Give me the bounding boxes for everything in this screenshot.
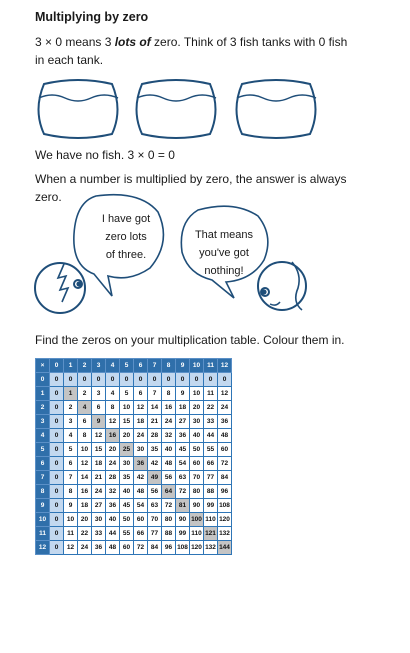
row-header: 10 (36, 513, 50, 527)
table-cell: 24 (92, 485, 106, 499)
table-cell: 110 (204, 513, 218, 527)
table-cell: 30 (120, 457, 134, 471)
row-header: 4 (36, 429, 50, 443)
table-cell: 16 (106, 429, 120, 443)
table-cell: 7 (148, 387, 162, 401)
table-cell: 48 (218, 429, 232, 443)
table-row (36, 415, 232, 429)
table-cell: 77 (204, 471, 218, 485)
table-cell: 9 (92, 415, 106, 429)
table-cell: 28 (148, 429, 162, 443)
table-cell: 21 (148, 415, 162, 429)
no-fish-text: We have no fish. 3 × 0 = 0 (35, 148, 175, 162)
table-cell: 4 (106, 387, 120, 401)
table-cell: 0 (190, 373, 204, 387)
table-cell: 45 (176, 443, 190, 457)
table-cell: 64 (162, 485, 176, 499)
character-left (35, 263, 85, 313)
table-cell: 40 (162, 443, 176, 457)
table-cell: 4 (78, 401, 92, 415)
table-cell: 2 (78, 387, 92, 401)
table-cell: 18 (92, 457, 106, 471)
table-row (36, 471, 232, 485)
table-cell: 0 (64, 373, 78, 387)
table-cell: 3 (92, 387, 106, 401)
table-cell: 0 (92, 373, 106, 387)
table-cell: 18 (78, 499, 92, 513)
speech-illustration (30, 192, 380, 330)
table-cell: 96 (162, 541, 176, 555)
row-header: 7 (36, 471, 50, 485)
table-cell: 84 (218, 471, 232, 485)
table-cell: 0 (162, 373, 176, 387)
table-cell: 110 (190, 527, 204, 541)
table-row (36, 499, 232, 513)
column-header: 2 (78, 359, 92, 373)
table-cell: 66 (134, 527, 148, 541)
table-cell: 36 (106, 499, 120, 513)
table-cell: 99 (176, 527, 190, 541)
fish-tank-2 (137, 80, 217, 138)
table-header-row (36, 359, 232, 373)
table-cell: 0 (50, 387, 64, 401)
table-cell: 16 (162, 401, 176, 415)
table-cell: 56 (162, 471, 176, 485)
table-cell: 8 (64, 485, 78, 499)
table-cell: 20 (78, 513, 92, 527)
table-cell: 90 (176, 513, 190, 527)
bubble-left-line2: zero lots (105, 231, 147, 243)
table-cell: 8 (106, 401, 120, 415)
table-row (36, 527, 232, 541)
table-cell: 0 (50, 415, 64, 429)
table-cell: 63 (148, 499, 162, 513)
table-cell: 60 (190, 457, 204, 471)
table-cell: 27 (92, 499, 106, 513)
table-cell: 10 (78, 443, 92, 457)
fish-tank-3 (237, 80, 317, 138)
table-cell: 20 (106, 443, 120, 457)
table-cell: 14 (78, 471, 92, 485)
table-cell: 10 (120, 401, 134, 415)
table-cell: 0 (50, 429, 64, 443)
table-row (36, 429, 232, 443)
column-header: 8 (162, 359, 176, 373)
table-cell: 55 (120, 527, 134, 541)
table-cell: 7 (64, 471, 78, 485)
table-cell: 70 (148, 513, 162, 527)
table-cell: 42 (134, 471, 148, 485)
table-cell: 24 (106, 457, 120, 471)
column-header: 10 (190, 359, 204, 373)
table-cell: 48 (162, 457, 176, 471)
table-cell: 40 (190, 429, 204, 443)
table-cell: 30 (190, 415, 204, 429)
instruction-text: Find the zeros on your multiplication table. Colour them in. (35, 333, 345, 347)
fish-tank-1 (39, 80, 119, 138)
table-cell: 10 (190, 387, 204, 401)
column-header: 4 (106, 359, 120, 373)
table-cell: 28 (106, 471, 120, 485)
table-cell: 10 (64, 513, 78, 527)
character-right (258, 262, 306, 310)
table-cell: 21 (92, 471, 106, 485)
table-cell: 0 (134, 373, 148, 387)
table-cell: 20 (190, 401, 204, 415)
speech-bubble-right (181, 206, 268, 298)
table-cell: 132 (218, 527, 232, 541)
table-cell: 18 (134, 415, 148, 429)
table-cell: 55 (204, 443, 218, 457)
table-row (36, 485, 232, 499)
table-row (36, 513, 232, 527)
table-cell: 24 (218, 401, 232, 415)
table-cell: 54 (134, 499, 148, 513)
table-cell: 9 (176, 387, 190, 401)
table-cell: 99 (204, 499, 218, 513)
row-header: 5 (36, 443, 50, 457)
table-cell: 5 (64, 443, 78, 457)
row-header: 8 (36, 485, 50, 499)
table-cell: 8 (78, 429, 92, 443)
table-cell: 100 (190, 513, 204, 527)
table-cell: 144 (218, 541, 232, 555)
table-cell: 33 (92, 527, 106, 541)
table-cell: 36 (218, 415, 232, 429)
table-cell: 0 (50, 541, 64, 555)
table-cell: 88 (162, 527, 176, 541)
column-header: 5 (120, 359, 134, 373)
table-cell: 18 (176, 401, 190, 415)
row-header: 3 (36, 415, 50, 429)
table-cell: 60 (120, 541, 134, 555)
table-cell: 120 (190, 541, 204, 555)
table-row (36, 401, 232, 415)
table-cell: 0 (204, 373, 218, 387)
table-cell: 0 (50, 443, 64, 457)
table-cell: 12 (64, 541, 78, 555)
table-cell: 72 (176, 485, 190, 499)
table-cell: 72 (134, 541, 148, 555)
table-cell: 132 (204, 541, 218, 555)
table-cell: 80 (162, 513, 176, 527)
table-cell: 0 (50, 513, 64, 527)
table-cell: 50 (120, 513, 134, 527)
table-cell: 49 (148, 471, 162, 485)
table-cell: 9 (64, 499, 78, 513)
table-cell: 48 (134, 485, 148, 499)
table-cell: 121 (204, 527, 218, 541)
table-cell: 36 (134, 457, 148, 471)
table-cell: 16 (78, 485, 92, 499)
table-cell: 12 (106, 415, 120, 429)
table-cell: 0 (50, 373, 64, 387)
table-cell: 0 (50, 485, 64, 499)
table-cell: 48 (106, 541, 120, 555)
table-cell: 0 (50, 499, 64, 513)
table-cell: 77 (148, 527, 162, 541)
table-cell: 88 (204, 485, 218, 499)
table-cell: 30 (134, 443, 148, 457)
column-header: 12 (218, 359, 232, 373)
intro-text-2: zero. Think of 3 fish tanks with 0 fish in each tank. (35, 35, 348, 67)
row-header: 2 (36, 401, 50, 415)
table-cell: 25 (120, 443, 134, 457)
table-cell: 6 (92, 401, 106, 415)
table-cell: 12 (134, 401, 148, 415)
table-cell: 0 (50, 471, 64, 485)
row-header: 12 (36, 541, 50, 555)
column-header: 0 (50, 359, 64, 373)
speech-bubble-left (74, 195, 164, 296)
table-cell: 36 (92, 541, 106, 555)
intro-paragraph (35, 33, 355, 69)
table-cell: 84 (148, 541, 162, 555)
table-cell: 60 (134, 513, 148, 527)
table-cell: 5 (120, 387, 134, 401)
table-cell: 90 (190, 499, 204, 513)
bubble-left-line1: I have got (101, 213, 151, 225)
table-cell: 33 (204, 415, 218, 429)
row-header: 1 (36, 387, 50, 401)
table-cell: 0 (50, 457, 64, 471)
table-cell: 0 (50, 401, 64, 415)
table-row (36, 541, 232, 555)
table-cell: 0 (218, 373, 232, 387)
table-cell: 22 (78, 527, 92, 541)
table-cell: 11 (204, 387, 218, 401)
table-cell: 35 (120, 471, 134, 485)
intro-emphasis: lots of (114, 35, 151, 49)
table-cell: 42 (148, 457, 162, 471)
table-cell: 96 (218, 485, 232, 499)
table-cell: 32 (106, 485, 120, 499)
intro-text-1: 3 × 0 means 3 (35, 35, 115, 49)
table-cell: 6 (64, 457, 78, 471)
table-row (36, 373, 232, 387)
table-cell: 44 (204, 429, 218, 443)
table-row (36, 387, 232, 401)
table-cell: 32 (162, 429, 176, 443)
table-cell: 0 (176, 373, 190, 387)
table-cell: 6 (134, 387, 148, 401)
column-header: 9 (176, 359, 190, 373)
zero-rule-text: When a number is multiplied by zero, the answer is always zero. (35, 172, 347, 204)
table-cell: 50 (190, 443, 204, 457)
table-row (36, 443, 232, 457)
table-cell: 20 (120, 429, 134, 443)
table-cell: 12 (92, 429, 106, 443)
table-cell: 15 (92, 443, 106, 457)
table-cell: 60 (218, 443, 232, 457)
table-cell: 24 (162, 415, 176, 429)
table-cell: 35 (148, 443, 162, 457)
page-heading: Multiplying by zero (35, 10, 149, 24)
table-cell: 63 (176, 471, 190, 485)
fish-tanks-illustration (30, 76, 370, 144)
bubble-right-line1: That means (194, 229, 254, 241)
table-cell: 8 (162, 387, 176, 401)
table-cell: 12 (78, 457, 92, 471)
column-header: 3 (92, 359, 106, 373)
table-cell: 40 (106, 513, 120, 527)
multiplication-table (35, 358, 232, 555)
table-cell: 36 (176, 429, 190, 443)
table-cell: 120 (218, 513, 232, 527)
table-cell: 24 (78, 541, 92, 555)
table-cell: 54 (176, 457, 190, 471)
table-cell: 0 (148, 373, 162, 387)
table-row (36, 457, 232, 471)
table-cell: 12 (218, 387, 232, 401)
table-cell: 0 (50, 527, 64, 541)
row-header: 9 (36, 499, 50, 513)
table-cell: 30 (92, 513, 106, 527)
corner-cell: × (36, 359, 50, 373)
table-cell: 44 (106, 527, 120, 541)
table-cell: 70 (190, 471, 204, 485)
table-cell: 81 (176, 499, 190, 513)
table-cell: 40 (120, 485, 134, 499)
table-cell: 3 (64, 415, 78, 429)
row-header: 0 (36, 373, 50, 387)
column-header: 7 (148, 359, 162, 373)
table-cell: 0 (106, 373, 120, 387)
table-cell: 4 (64, 429, 78, 443)
column-header: 11 (204, 359, 218, 373)
table-cell: 0 (120, 373, 134, 387)
table-cell: 11 (64, 527, 78, 541)
table-cell: 24 (134, 429, 148, 443)
table-cell: 108 (176, 541, 190, 555)
table-cell: 27 (176, 415, 190, 429)
table-cell: 72 (218, 457, 232, 471)
table-cell: 0 (78, 373, 92, 387)
table-cell: 22 (204, 401, 218, 415)
bubble-left-line3: of three. (105, 249, 147, 261)
table-cell: 14 (148, 401, 162, 415)
row-header: 11 (36, 527, 50, 541)
table-cell: 15 (120, 415, 134, 429)
column-header: 1 (64, 359, 78, 373)
bubble-right-line2: you've got (199, 247, 249, 259)
table-cell: 45 (120, 499, 134, 513)
table-cell: 56 (148, 485, 162, 499)
table-cell: 66 (204, 457, 218, 471)
table-cell: 2 (64, 401, 78, 415)
table-cell: 6 (78, 415, 92, 429)
row-header: 6 (36, 457, 50, 471)
table-cell: 72 (162, 499, 176, 513)
bubble-right-line3: nothing! (204, 265, 244, 277)
table-cell: 80 (190, 485, 204, 499)
table-cell: 1 (64, 387, 78, 401)
column-header: 6 (134, 359, 148, 373)
table-cell: 108 (218, 499, 232, 513)
